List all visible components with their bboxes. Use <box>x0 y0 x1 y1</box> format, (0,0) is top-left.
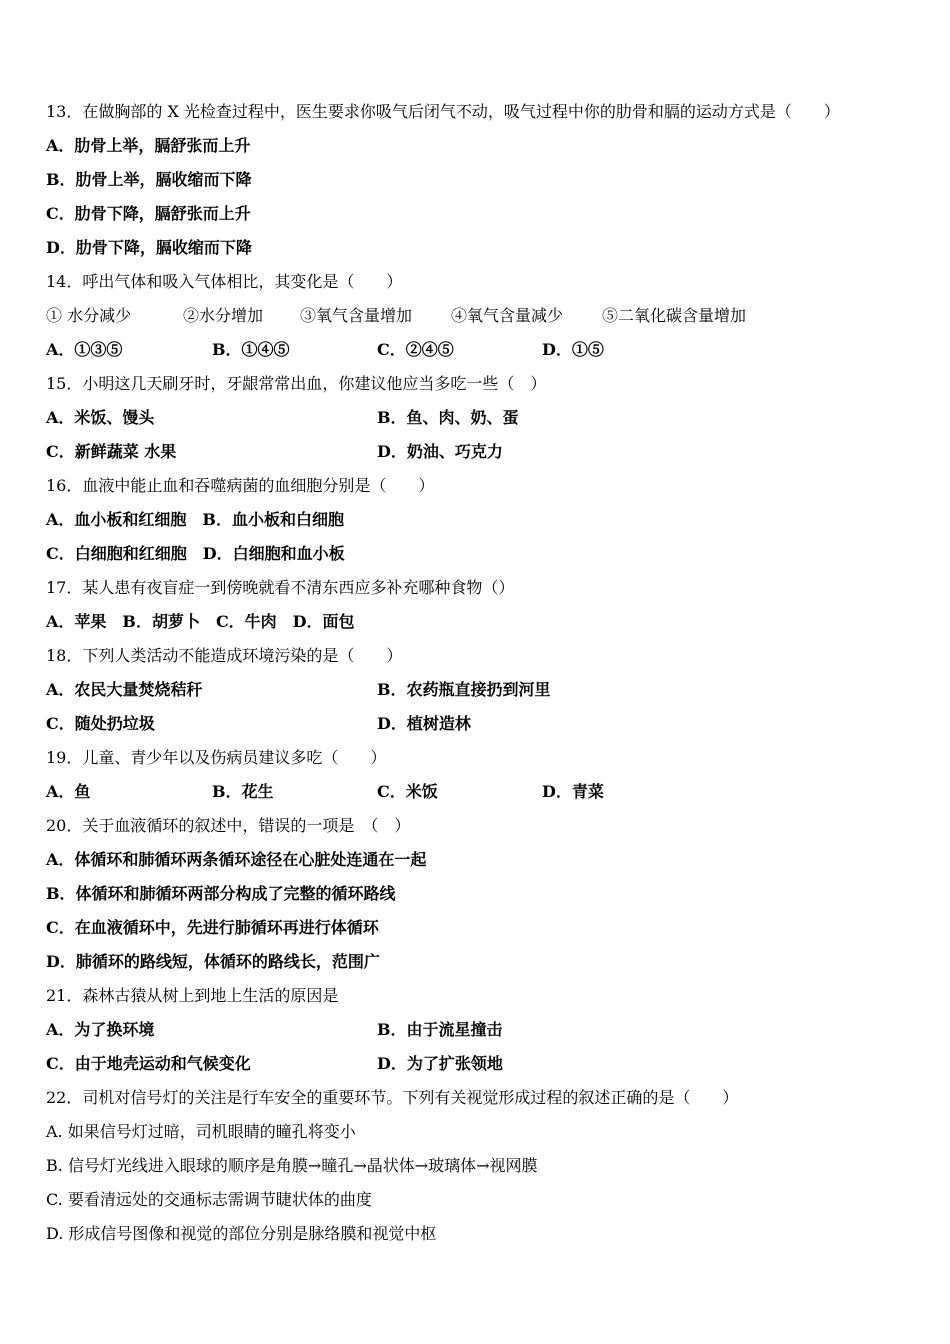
question-21-option-c: C．由于地壳运动和气候变化 <box>46 1054 251 1073</box>
question-13-option-d: D．肋骨下降，膈收缩而下降 <box>46 238 252 257</box>
question-18-option-d: D．植树造林 <box>377 714 471 733</box>
question-18-option-a: A．农民大量焚烧秸秆 <box>46 680 203 699</box>
question-22-stem: 22．司机对信号灯的关注是行车安全的重要环节。下列有关视觉形成过程的叙述正确的是（ ） <box>46 1088 739 1107</box>
question-18-stem: 18．下列人类活动不能造成环境污染的是（ ） <box>46 646 403 665</box>
question-14-item-1: ① 水分减少 <box>46 306 132 325</box>
question-14-item-5: ⑤二氧化碳含量增加 <box>602 306 747 325</box>
question-14-item-2: ②水分增加 <box>183 306 264 325</box>
question-14-option-a: A．①③⑤ <box>46 340 123 359</box>
question-13-option-c: C．肋骨下降，膈舒张而上升 <box>46 204 251 223</box>
question-14-option-d: D．①⑤ <box>542 340 604 359</box>
question-20-option-b: B．体循环和肺循环两部分构成了完整的循环路线 <box>46 884 396 903</box>
question-18-option-b: B．农药瓶直接扔到河里 <box>377 680 551 699</box>
question-22-option-d: D. 形成信号图像和视觉的部位分别是脉络膜和视觉中枢 <box>46 1224 437 1243</box>
question-14-stem: 14．呼出气体和吸入气体相比，其变化是（ ） <box>46 272 403 291</box>
question-13-option-b: B．肋骨上举，膈收缩而下降 <box>46 170 252 189</box>
question-16-options-ab: A．血小板和红细胞 B．血小板和白细胞 <box>46 510 344 529</box>
question-20-option-c: C．在血液循环中，先进行肺循环再进行体循环 <box>46 918 379 937</box>
question-22-option-c: C. 要看清远处的交通标志需调节睫状体的曲度 <box>46 1190 372 1209</box>
question-16-stem: 16．血液中能止血和吞噬病菌的血细胞分别是（ ） <box>46 476 435 495</box>
question-14-item-3: ③氧气含量增加 <box>300 306 413 325</box>
question-20-option-d: D．肺循环的路线短，体循环的路线长，范围广 <box>46 952 380 971</box>
question-21-stem: 21．森林古猿从树上到地上生活的原因是 <box>46 986 339 1005</box>
question-20-stem: 20．关于血液循环的叙述中，错误的一项是 （ ） <box>46 816 411 835</box>
question-15-option-a: A．米饭、馒头 <box>46 408 155 427</box>
question-21-option-b: B．由于流星撞击 <box>377 1020 503 1039</box>
question-19-option-b: B．花生 <box>212 782 274 801</box>
question-14-option-c: C．②④⑤ <box>377 340 454 359</box>
question-19-option-a: A．鱼 <box>46 782 91 801</box>
question-19-stem: 19．儿童、青少年以及伤病员建议多吃（ ） <box>46 748 387 767</box>
question-20-option-a: A．体循环和肺循环两条循环途径在心脏处连通在一起 <box>46 850 427 869</box>
question-19-option-d: D．青菜 <box>542 782 604 801</box>
question-21-option-a: A．为了换环境 <box>46 1020 155 1039</box>
question-13-option-a: A．肋骨上举，膈舒张而上升 <box>46 136 251 155</box>
question-17-stem: 17．某人患有夜盲症一到傍晚就看不清东西应多补充哪种食物（） <box>46 578 515 597</box>
question-13-stem: 13．在做胸部的 X 光检查过程中，医生要求你吸气后闭气不动，吸气过程中你的肋骨和膈的运动方式是（ ） <box>46 102 840 121</box>
question-22-option-a: A. 如果信号灯过暗，司机眼睛的瞳孔将变小 <box>46 1122 356 1141</box>
question-19-option-c: C．米饭 <box>377 782 438 801</box>
question-21-option-d: D．为了扩张领地 <box>377 1054 503 1073</box>
question-15-option-d: D．奶油、巧克力 <box>377 442 503 461</box>
question-14-option-b: B．①④⑤ <box>212 340 290 359</box>
question-18-option-c: C．随处扔垃圾 <box>46 714 155 733</box>
question-14-item-4: ④氧气含量减少 <box>451 306 564 325</box>
question-15-option-c: C．新鲜蔬菜 水果 <box>46 442 177 461</box>
question-16-options-cd: C．白细胞和红细胞 D．白细胞和血小板 <box>46 544 345 563</box>
question-15-option-b: B．鱼、肉、奶、蛋 <box>377 408 519 427</box>
question-22-option-b: B. 信号灯光线进入眼球的顺序是角膜→瞳孔→晶状体→玻璃体→视网膜 <box>46 1156 538 1175</box>
question-17-options: A．苹果 B．胡萝卜 C．牛肉 D．面包 <box>46 612 355 631</box>
question-15-stem: 15．小明这几天刷牙时，牙龈常常出血，你建议他应当多吃一些（ ） <box>46 374 547 393</box>
